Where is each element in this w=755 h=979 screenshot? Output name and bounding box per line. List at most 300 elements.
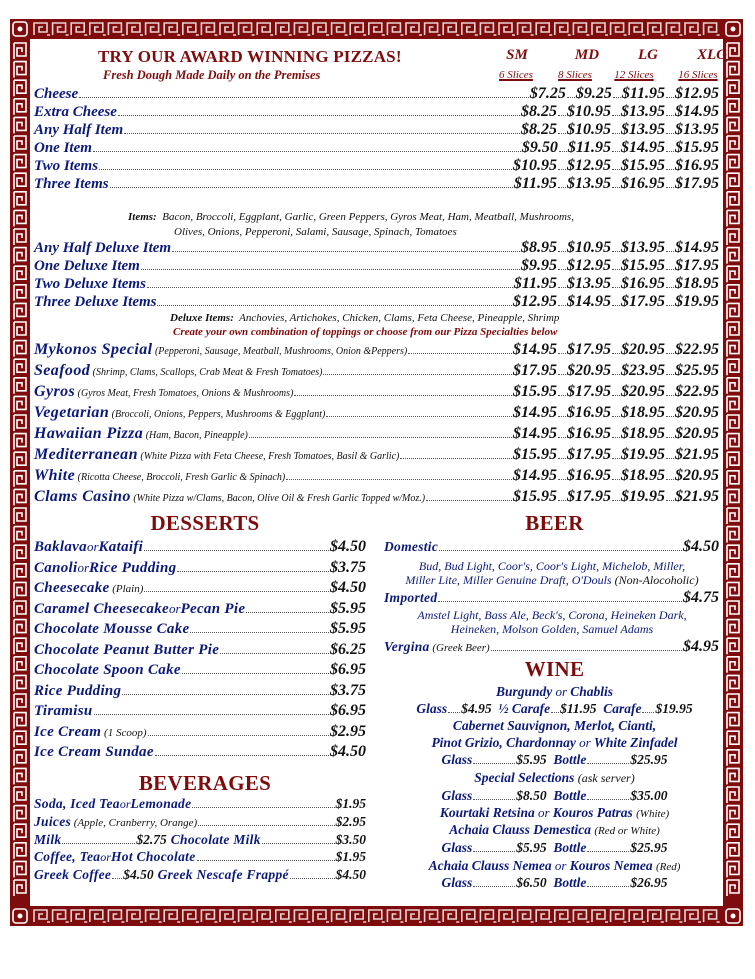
- dot-leader: [294, 395, 512, 396]
- price-xlg: $25.95: [675, 362, 719, 379]
- dot-leader: [567, 97, 575, 98]
- beverage-price: $4.50: [123, 867, 154, 882]
- greek-key-motif: [462, 23, 478, 35]
- glass-price: $8.50: [516, 788, 547, 803]
- dot-leader: [551, 712, 559, 713]
- price-xlg: $14.95: [675, 103, 719, 120]
- dessert-price: $6.95: [330, 661, 366, 678]
- greek-key-motif: [53, 910, 69, 922]
- price-md: $12.95: [567, 157, 611, 174]
- greek-key-motif: [350, 23, 366, 35]
- beverage-item: [34, 866, 366, 886]
- dot-leader: [473, 851, 515, 852]
- glass-label: Glass: [441, 752, 473, 767]
- greek-key-motif: [14, 787, 26, 803]
- price-sm: $7.25: [529, 85, 566, 102]
- dessert-name-alt: Rice Pudding: [89, 559, 177, 576]
- corner-dot: [731, 914, 736, 919]
- dot-leader: [144, 550, 329, 551]
- greek-key-motif: [53, 23, 69, 35]
- price-md: $9.25: [575, 85, 612, 102]
- dot-leader: [190, 632, 329, 633]
- beverage-name: Juices: [34, 813, 72, 829]
- dot-leader: [118, 115, 520, 116]
- half-carafe-price: $11.95: [560, 701, 597, 716]
- beverage-description: (Apple, Cranberry, Orange): [73, 816, 198, 829]
- greek-key-motif: [14, 322, 26, 338]
- greek-key-motif: [257, 23, 273, 35]
- price-lg: $20.95: [621, 341, 665, 358]
- dot-leader: [613, 97, 621, 98]
- pizza-name: Mediterranean: [34, 446, 138, 463]
- dessert-name-alt: Kataifi: [98, 539, 144, 555]
- dot-leader: [612, 151, 620, 152]
- pizza-name: Mykonos Special: [34, 341, 153, 358]
- greek-key-motif: [425, 910, 441, 922]
- items-note-line2: Olives, Onions, Pepperoni, Salami, Sausage, Spinach, Tomatoes: [174, 226, 457, 238]
- wine-house-prices: [382, 752, 727, 768]
- dessert-price: $6.95: [330, 702, 366, 719]
- greek-key-motif: [14, 806, 26, 822]
- greek-key-motif: [14, 545, 26, 561]
- greek-key-motif: [629, 910, 645, 922]
- greek-key-motif: [14, 266, 26, 282]
- pizza-name: Any Half Deluxe Item: [34, 240, 172, 256]
- beer-domestic-list-line2: [382, 573, 722, 588]
- glass-price: $6.50: [516, 875, 547, 890]
- greek-key-motif: [727, 62, 739, 78]
- size-header-md: MD: [574, 47, 600, 63]
- price-xlg: $17.95: [675, 257, 719, 274]
- price-lg: $13.95: [621, 121, 665, 138]
- greek-key-motif: [727, 731, 739, 747]
- greek-key-motif: [14, 452, 26, 468]
- greek-key-motif: [276, 910, 292, 922]
- dessert-item: [34, 682, 366, 702]
- dot-leader: [587, 799, 629, 800]
- greek-key-motif: [727, 359, 739, 375]
- greek-key-motif: [727, 582, 739, 598]
- dot-leader: [642, 712, 654, 713]
- greek-key-motif: [727, 694, 739, 710]
- dot-leader: [558, 269, 566, 270]
- pizza-row: [34, 85, 719, 103]
- greek-key-motif: [727, 99, 739, 115]
- bottle-label: Bottle: [553, 875, 587, 890]
- greek-key-motif: [14, 229, 26, 245]
- price-xlg: $17.95: [675, 175, 719, 192]
- dot-leader: [112, 878, 122, 879]
- price-sm: $10.95: [513, 157, 557, 174]
- pizza-row: [34, 362, 719, 380]
- dot-leader: [558, 187, 566, 188]
- beer-vergina-row: [384, 638, 719, 658]
- pizza-name: Vegetarian: [34, 404, 110, 421]
- greek-key-motif: [239, 910, 255, 922]
- dessert-price: $2.95: [330, 722, 366, 740]
- dot-leader: [666, 287, 674, 288]
- dessert-name: Baklava: [34, 539, 87, 555]
- price-sm: $9.50: [521, 139, 558, 156]
- pizza-row: [34, 103, 719, 121]
- beer-imported-row: [384, 589, 719, 609]
- greek-key-motif: [518, 23, 534, 35]
- greek-key-motif: [727, 527, 739, 543]
- price-sm: $14.95: [513, 467, 557, 484]
- dot-leader: [666, 115, 674, 116]
- greek-key-motif: [648, 23, 664, 35]
- dot-leader: [558, 374, 566, 375]
- dot-leader: [62, 843, 135, 844]
- price-lg: $19.95: [621, 488, 665, 505]
- price-lg: $13.95: [621, 239, 665, 256]
- pizza-row: [34, 139, 719, 157]
- greek-key-motif: [536, 910, 552, 922]
- greek-key-motif: [14, 527, 26, 543]
- greek-key-motif: [14, 768, 26, 784]
- greek-key-motif: [666, 910, 682, 922]
- price-xlg: $20.95: [675, 467, 719, 484]
- greek-key-motif: [14, 861, 26, 877]
- deluxe-note: [170, 312, 559, 324]
- pizza-name: Three Deluxe Items: [34, 294, 157, 310]
- dot-leader: [559, 151, 567, 152]
- desserts-title: DESSERTS: [150, 511, 260, 535]
- pizza-row: [34, 341, 719, 359]
- dot-leader: [558, 479, 566, 480]
- greek-key-motif: [14, 471, 26, 487]
- dot-leader: [473, 799, 515, 800]
- dot-leader: [666, 437, 674, 438]
- price-md: $12.95: [567, 257, 611, 274]
- dessert-price: $3.75: [330, 681, 366, 699]
- beverage-price: $1.95: [335, 796, 366, 811]
- beverage-name: Milk: [34, 832, 62, 847]
- beverage-name-alt: Hot Chocolate: [110, 848, 196, 864]
- greek-key-motif: [727, 192, 739, 208]
- dot-leader: [558, 169, 566, 170]
- greek-key-motif: [14, 508, 26, 524]
- dessert-name: Caramel Cheesecake: [34, 600, 169, 617]
- pizza-name: One Deluxe Item: [34, 258, 140, 274]
- price-lg: $15.95: [621, 257, 665, 274]
- beer-vergina-desc: (Greek Beer): [432, 642, 490, 654]
- beer-imported-list-line2: Heineken, Molson Golden, Samuel Adams: [450, 622, 654, 636]
- price-xlg: $15.95: [675, 139, 719, 156]
- dot-leader: [177, 571, 329, 572]
- greek-key-motif: [727, 229, 739, 245]
- dot-leader: [197, 860, 335, 861]
- dot-leader: [99, 169, 512, 170]
- greek-key-motif: [727, 620, 739, 636]
- bottle-price: $35.00: [630, 788, 668, 803]
- price-md: $10.95: [567, 239, 611, 256]
- pizza-name: Gyros: [34, 383, 76, 400]
- price-md: $17.95: [567, 488, 611, 505]
- greek-key-motif: [727, 657, 739, 673]
- greek-key-motif: [685, 910, 701, 922]
- slices-md: 8 Slices: [558, 69, 592, 81]
- glass-label: Glass: [441, 788, 473, 803]
- greek-key-motif: [14, 136, 26, 152]
- items-note: [128, 211, 574, 223]
- size-header-sm: SM: [506, 47, 528, 63]
- greek-key-motif: [666, 23, 682, 35]
- greek-key-motif: [14, 210, 26, 226]
- greek-key-motif: [220, 910, 236, 922]
- dot-leader: [558, 353, 566, 354]
- greek-key-motif: [727, 508, 739, 524]
- greek-key-motif: [555, 23, 571, 35]
- price-lg: $14.95: [621, 139, 665, 156]
- greek-key-motif: [146, 910, 162, 922]
- dot-leader: [558, 395, 566, 396]
- price-md: $17.95: [567, 383, 611, 400]
- bottle-price: $25.95: [630, 840, 668, 855]
- dessert-price: $4.50: [330, 538, 366, 555]
- dot-leader: [666, 251, 674, 252]
- greek-key-motif: [146, 23, 162, 35]
- pizza-description: (Pepperoni, Sausage, Meatball, Mushrooms, Onion &Peppers): [154, 346, 408, 357]
- price-xlg: $20.95: [675, 425, 719, 442]
- price-lg: $19.95: [621, 446, 665, 463]
- dot-leader: [587, 886, 629, 887]
- carafe-label: Carafe: [603, 701, 642, 716]
- greek-key-motif: [14, 750, 26, 766]
- dot-leader: [155, 755, 329, 756]
- price-xlg: $14.95: [675, 239, 719, 256]
- dessert-item: [34, 600, 366, 620]
- dot-leader: [93, 151, 521, 152]
- menu-content: [30, 39, 727, 906]
- dot-leader: [192, 807, 334, 808]
- wine-burgundy-prices: [382, 701, 727, 717]
- greek-key-motif: [727, 750, 739, 766]
- bottle-label: Bottle: [553, 840, 587, 855]
- greek-key-motif: [727, 861, 739, 877]
- beer-domestic-name: Domestic: [384, 539, 439, 554]
- dot-leader: [558, 133, 566, 134]
- beverage-name: Coffee, Tea: [34, 848, 101, 864]
- dot-leader: [666, 395, 674, 396]
- greek-key-motif: [480, 910, 496, 922]
- price-md: $10.95: [567, 103, 611, 120]
- pizza-description: (Broccoli, Onions, Peppers, Mushrooms & Eggplant): [111, 409, 326, 420]
- greek-key-motif: [350, 910, 366, 922]
- dessert-name: Tiramisu: [34, 703, 93, 719]
- pizza-name: Any Half Item: [34, 122, 124, 138]
- beverage-name-alt: Chocolate Milk: [170, 832, 261, 847]
- beer-imported-name: Imported: [384, 590, 438, 605]
- greek-key-motif: [127, 910, 143, 922]
- greek-key-motif: [164, 910, 180, 922]
- wine-title: WINE: [524, 657, 585, 681]
- dot-leader: [198, 825, 334, 826]
- greek-key-motif: [727, 787, 739, 803]
- dot-leader: [473, 763, 515, 764]
- or-text: or: [77, 559, 90, 575]
- bottle-price: $25.95: [630, 752, 668, 767]
- or-text: or: [168, 600, 181, 616]
- pizza-row: [34, 467, 719, 485]
- greek-key-motif: [14, 285, 26, 301]
- dessert-item: [34, 723, 366, 743]
- price-lg: $16.95: [621, 175, 665, 192]
- slices-sm: 6 Slices: [499, 69, 533, 81]
- greek-key-motif: [727, 155, 739, 171]
- white-note: (White): [636, 808, 670, 820]
- greek-key-motif: [257, 910, 273, 922]
- dot-leader: [491, 650, 682, 651]
- or-text: or: [100, 849, 111, 864]
- wine-white-zinfadel: White Zinfadel: [593, 735, 678, 750]
- greek-key-motif: [14, 378, 26, 394]
- pizza-description: (Shrimp, Clams, Scallops, Crab Meat & Fresh Tomatoes): [92, 367, 323, 378]
- dot-leader: [426, 500, 512, 501]
- greek-key-motif: [313, 910, 329, 922]
- beverage-name-alt: Lemonade: [130, 796, 192, 811]
- or-text: or: [575, 735, 594, 750]
- dot-leader: [612, 374, 620, 375]
- or-text: or: [119, 797, 131, 811]
- dot-leader: [323, 374, 512, 375]
- dot-leader: [666, 416, 674, 417]
- price-sm: $17.95: [513, 362, 557, 379]
- greek-key-motif: [480, 23, 496, 35]
- dot-leader: [612, 458, 620, 459]
- dot-leader: [666, 374, 674, 375]
- greek-key-motif: [727, 136, 739, 152]
- price-md: $17.95: [567, 341, 611, 358]
- greek-key-motif: [629, 23, 645, 35]
- wine-house-line2: [382, 735, 727, 751]
- pizza-name: White: [34, 467, 76, 484]
- price-sm: $15.95: [513, 383, 557, 400]
- price-xlg: $21.95: [675, 446, 719, 463]
- dot-leader: [666, 133, 674, 134]
- pizza-row: [34, 404, 719, 422]
- price-md: $16.95: [567, 467, 611, 484]
- greek-key-motif: [727, 248, 739, 264]
- greek-key-motif: [727, 434, 739, 450]
- slices-xlg: 16 Slices: [678, 69, 718, 81]
- dot-leader: [408, 353, 512, 354]
- pizza-description: (Gyros Meat, Fresh Tomatoes, Onions & Mushrooms): [77, 388, 294, 399]
- greek-key-motif: [727, 285, 739, 301]
- greek-key-motif: [727, 471, 739, 487]
- pizza-section-title: TRY OUR AWARD WINNING PIZZAS!: [98, 47, 402, 66]
- dessert-name: Ice Cream: [34, 723, 102, 740]
- or-text: or: [86, 539, 99, 554]
- wine-chablis: Chablis: [570, 684, 614, 699]
- greek-key-motif: [294, 910, 310, 922]
- dessert-item: [34, 641, 366, 661]
- greek-key-motif: [727, 266, 739, 282]
- pizza-name: Three Items: [34, 176, 109, 192]
- greek-key-motif: [14, 80, 26, 96]
- pizza-name: Two Deluxe Items: [34, 276, 146, 292]
- greek-key-motif: [727, 80, 739, 96]
- wine-special-selections: [382, 770, 727, 786]
- pizza-section-subtitle: Fresh Dough Made Daily on the Premises: [103, 68, 321, 82]
- beverage-price-alt: $4.50: [335, 867, 366, 882]
- red-or-white-note: (Red or White): [594, 825, 660, 837]
- beer-title: BEER: [525, 511, 584, 535]
- greek-key-motif: [14, 248, 26, 264]
- greek-key-motif: [727, 303, 739, 319]
- price-sm: $14.95: [513, 404, 557, 421]
- greek-key-motif: [727, 601, 739, 617]
- dot-leader: [172, 251, 520, 252]
- size-header-xlg: XLG: [697, 47, 727, 63]
- dot-leader: [124, 133, 520, 134]
- greek-key-motif: [727, 564, 739, 580]
- dot-leader: [666, 305, 674, 306]
- pizza-name: Two Items: [34, 158, 99, 174]
- greek-key-motif: [727, 117, 739, 133]
- dot-leader: [612, 115, 620, 116]
- price-sm: $14.95: [513, 341, 557, 358]
- dessert-item: [34, 538, 366, 558]
- dot-leader: [147, 287, 513, 288]
- greek-key-motif: [71, 23, 87, 35]
- pizza-row: [34, 293, 719, 311]
- items-note-label: Items:: [128, 211, 157, 223]
- wine-house-line1: Cabernet Sauvignon, Merlot, Cianti,: [452, 718, 657, 733]
- dot-leader: [612, 169, 620, 170]
- dot-leader: [612, 133, 620, 134]
- dot-leader: [438, 601, 682, 602]
- dot-leader: [220, 653, 329, 654]
- price-lg: $18.95: [621, 467, 665, 484]
- wine-burgundy-name: [382, 684, 727, 700]
- greek-key-motif: [14, 731, 26, 747]
- greek-key-motif: [555, 910, 571, 922]
- greek-key-motif: [14, 489, 26, 505]
- beverage-name: Greek Coffee: [34, 867, 112, 882]
- wine-kourtaki-retsina: Kourtaki Retsina: [439, 805, 535, 820]
- greek-key-motif: [90, 910, 106, 922]
- wine-nemea-line: [382, 858, 727, 874]
- glass-price: $4.95: [461, 701, 492, 716]
- deluxe-note-label: Deluxe Items:: [170, 312, 234, 324]
- wine-burgundy: Burgundy: [495, 684, 553, 699]
- greek-key-motif: [14, 564, 26, 580]
- dot-leader: [666, 479, 674, 480]
- wine-kouros-patras: Kouros Patras: [552, 805, 633, 820]
- dot-leader: [439, 550, 682, 551]
- dessert-name: Rice Pudding: [34, 682, 122, 699]
- dessert-price: $5.95: [330, 620, 366, 637]
- beverage-price-alt: $3.50: [335, 832, 367, 847]
- pizza-row: [34, 275, 719, 293]
- glass-price: $5.95: [516, 752, 547, 767]
- greek-key-motif: [201, 23, 217, 35]
- dessert-item: [34, 661, 366, 681]
- or-text: or: [552, 684, 571, 699]
- corner-dot: [18, 914, 23, 919]
- dot-leader: [666, 151, 674, 152]
- greek-key-motif: [108, 23, 124, 35]
- price-sm: $11.95: [513, 175, 557, 192]
- dot-leader: [666, 353, 674, 354]
- greek-key-motif: [727, 768, 739, 784]
- price-xlg: $22.95: [675, 383, 719, 400]
- price-xlg: $19.95: [675, 293, 719, 310]
- pizza-row: [34, 257, 719, 275]
- greek-key-motif: [332, 910, 348, 922]
- price-md: $10.95: [567, 121, 611, 138]
